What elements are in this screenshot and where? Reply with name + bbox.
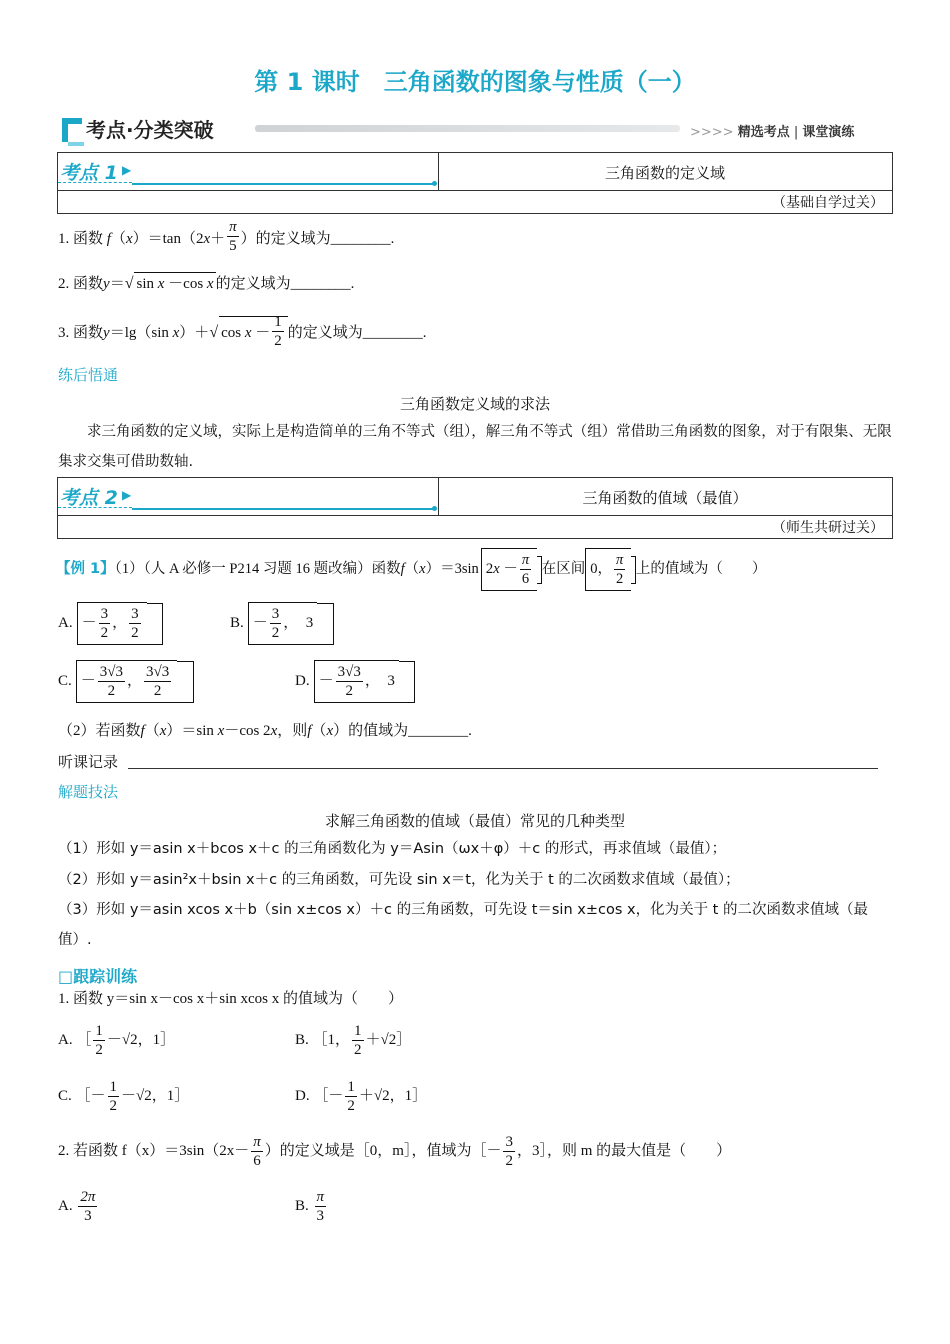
kaodian1-tag-underline — [58, 182, 132, 183]
kaodian2-title: 三角函数的值域（最值） — [582, 489, 748, 507]
example-1-part1: 【例 1】（1）（人 A 必修一 P214 习题 16 题改编）函数f（x）＝3sin 2x － $\frac{\pi}{6}$ 在区间 0， $\frac{\pi}{2}$ 上的值域为（ ） — [56, 548, 766, 591]
example-1-tag: 【例 1】 — [56, 560, 115, 577]
example-1-option-c[interactable]: C. － $\frac{3√3}{2}$ ， $\frac{3√3}{2}$ — [58, 660, 194, 703]
kaodian2-divider — [57, 515, 893, 516]
example-1-option-b[interactable]: B. － $\frac{3}{2}$ ， 3 — [230, 602, 334, 645]
banner-divider — [255, 125, 680, 132]
banner-chevrons: >>>> — [690, 125, 734, 140]
question-2: 2. 函数y＝√ sin x －cos x 的定义域为________. — [58, 272, 354, 295]
banner-hook-icon — [58, 114, 86, 148]
kaodian1-note: （基础自学过关） — [772, 195, 884, 211]
method1-body: 求三角函数的定义域，实际上是构造简单的三角不等式（组），解三角不等式（组）常借助三角函数的图象，对于有限集、无限集求交集可借助数轴. — [58, 424, 892, 470]
tingke-label: 听课记录 — [58, 753, 119, 771]
kaodian1-arrow-icon: ▶ — [122, 163, 132, 177]
question-1: 1. 函数 f（x）＝tan（2x＋ $\frac{\pi}{5}$ ）的定义域为________. — [58, 219, 395, 254]
method2-line2: （2）形如 y＝asin²x＋bsin x＋c 的三角函数，可先设 sin x＝t，化为关于 t 的二次函数求值域（最值）； — [58, 872, 740, 888]
genzong-q1-option-d[interactable]: D. ［－ $\frac{1}{2}$ ＋√2，1］ — [295, 1079, 428, 1114]
kaodian1-divider — [57, 190, 893, 191]
kaodian2-tag-underline — [58, 507, 132, 508]
example-1-option-a[interactable]: A. － $\frac{3}{2}$ ， $\frac{3}{2}$ — [58, 602, 163, 645]
example-1-option-d[interactable]: D. － $\frac{3√3}{2}$ ， 3 — [295, 660, 415, 703]
genzong-q1-option-b[interactable]: B. ［1， $\frac{1}{2}$ ＋√2］ — [295, 1023, 412, 1058]
genzong-q1-option-c[interactable]: C. ［－ $\frac{1}{2}$ －√2，1］ — [58, 1079, 190, 1114]
banner-right-a: 精选考点 — [737, 125, 790, 140]
genzong-question-1: 1. 函数 y＝sin x－cos x＋sin xcos x 的值域为（ ） — [58, 991, 404, 1007]
genzong-heading: □跟踪训练 — [58, 967, 138, 986]
banner-right — [690, 121, 854, 140]
tingke-line[interactable] — [128, 768, 878, 769]
banner-sep: | — [793, 125, 799, 140]
kaodian1-dot — [432, 181, 437, 186]
kaodian2-note: （师生共研过关） — [772, 520, 884, 536]
kaodian1-title: 三角函数的定义域 — [604, 164, 725, 182]
kaodian2-tag: 考点 2 — [60, 487, 118, 509]
genzong-question-2: 2. 若函数 f（x）＝3sin（2x－ $\frac{\pi}{6}$ ）的定义域是［0，m］，值域为［－ $\frac{3}{2}$ ，3］，则 m 的最大值是（ ） — [58, 1134, 732, 1169]
method1-heading: 三角函数定义域的求法 — [399, 395, 550, 413]
kaodian1-line — [132, 183, 434, 185]
genzong-q2-option-a[interactable]: A. $\frac{2\pi}{3}$ — [58, 1189, 96, 1224]
question-3: 3. 函数y＝lg（sin x）＋√ cos x － $\frac{1}{2}$ 的定义域为________. — [58, 314, 427, 349]
banner-label: 考点·分类突破 — [86, 118, 214, 142]
jieti-heading: 解题技法 — [58, 783, 119, 801]
page-title: 第 1 课时 三角函数的图象与性质（一） — [254, 68, 696, 96]
method2-heading: 求解三角函数的值域（最值）常见的几种类型 — [324, 812, 625, 830]
kaodian2-dot — [432, 506, 437, 511]
kaodian2-arrow-icon: ▶ — [122, 488, 132, 502]
method2-line3: （3）形如 y＝asin xcos x＋b（sin x±cos x）＋c 的三角函数，可先设 t＝sin x±cos x，化为关于 t 的二次函数求值域（最值）. — [58, 902, 868, 948]
method2-line1: （1）形如 y＝asin x＋bcos x＋c 的三角函数化为 y＝Asin（ωx＋φ）＋c 的形式，再求值域（最值）； — [58, 841, 727, 857]
genzong-q1-option-a[interactable]: A. ［ $\frac{1}{2}$ －√2，1］ — [58, 1023, 176, 1058]
kaodian2-line — [132, 508, 434, 510]
banner-right-b: 课堂演练 — [802, 125, 855, 140]
example-1-part2: （2）若函数f（x）＝sin x－cos 2x，则f（x）的值域为________. — [58, 723, 472, 739]
lianhou-heading: 练后悟通 — [58, 366, 119, 384]
genzong-q2-option-b[interactable]: B. $\frac{\pi}{3}$ — [295, 1189, 325, 1224]
kaodian1-tag: 考点 1 — [60, 162, 118, 184]
